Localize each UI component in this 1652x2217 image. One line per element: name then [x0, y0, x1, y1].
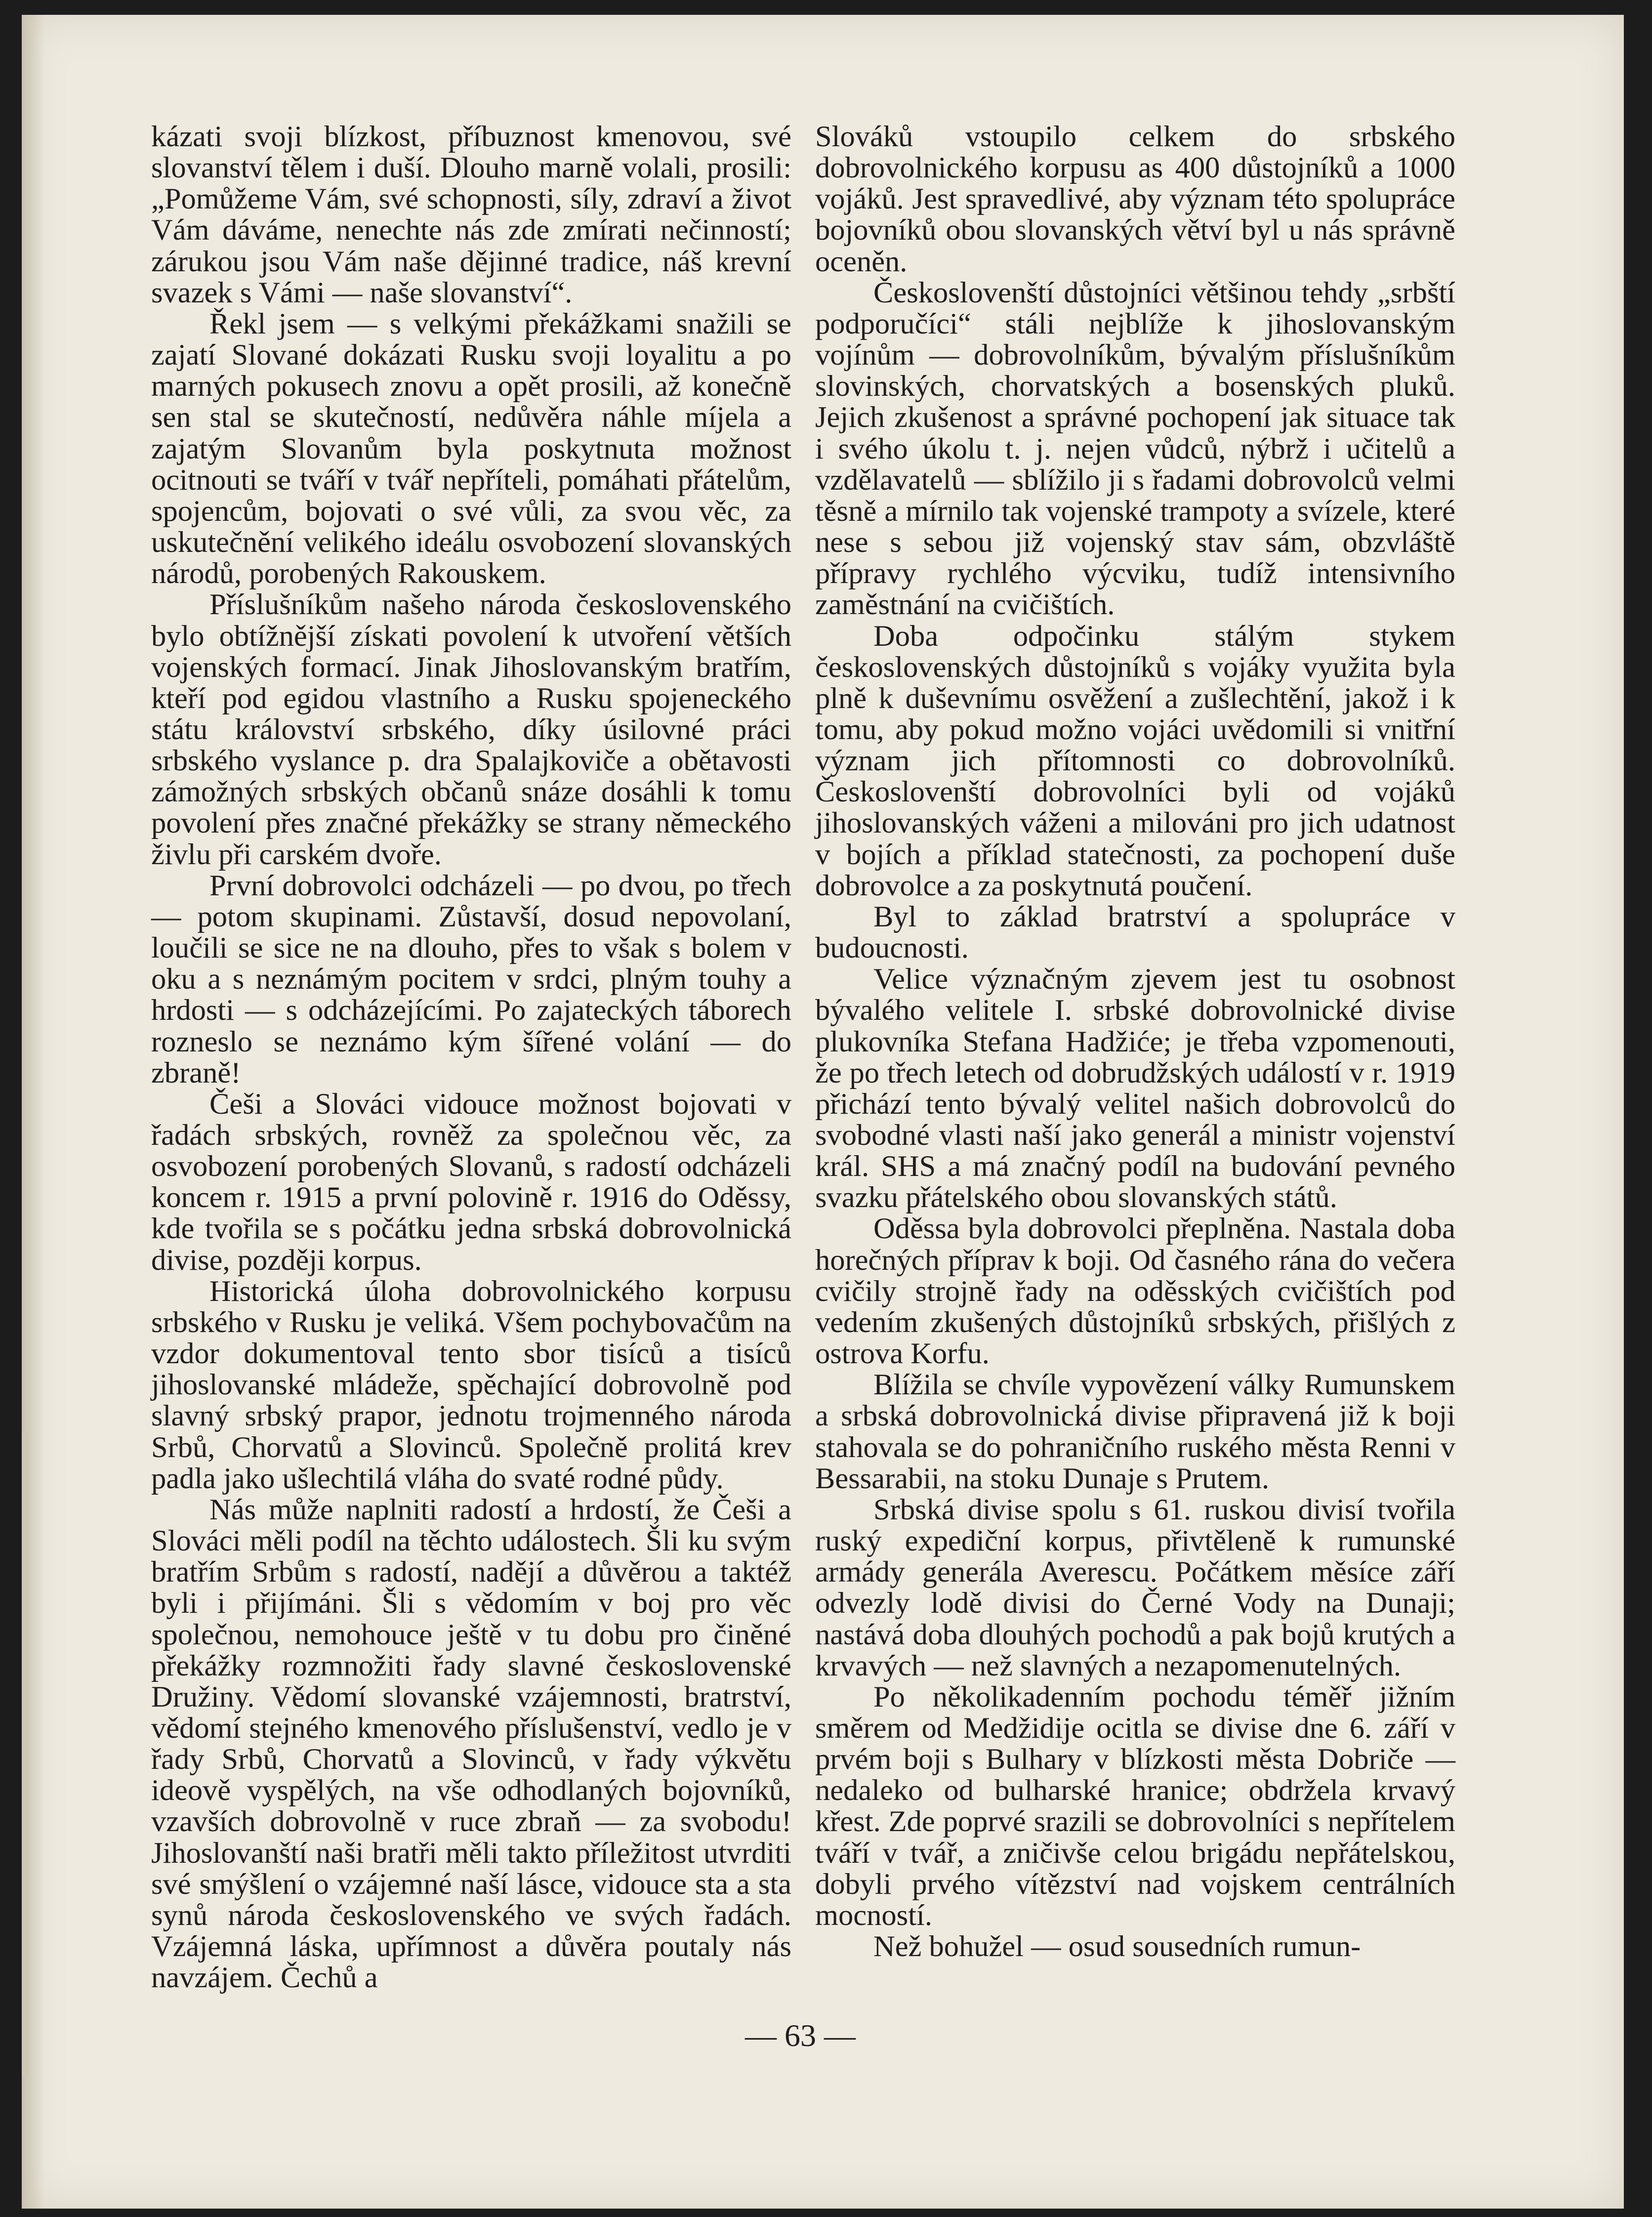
paragraph: Než bohužel — osud sousedních rumun-: [873, 1930, 1361, 1964]
paragraph: Doba odpočinku stálým stykem československých důstojníků s vojáky využita byla plně k duševnímu osvěžení a zušlechtění, jakož i k tomu, aby pokud možno vojáci uvědomili si vnitřní význam jich přítomnosti co dobrovolníků. Českoslovenští dobrovolníci byli od vojáků jihoslovanských váženi a milováni pro jich udatnost v bojích a příklad statečnosti, za pochopení duše dobrovolce a za poskytnutá poučení.: [815, 619, 1455, 902]
paragraph: Historická úloha dobrovolnického korpusu srbského v Rusku je veliká. Všem pochybovačům na vzdor dokumentoval tento sbor tisíců a tisíců jihoslovanské mládeže, spěchající dobrovolně pod slavný srbský prapor, jednotu trojmenného národa Srbů, Chorvatů a Slovinců. Společně prolitá krev padla jako ušlechtilá vláha do svaté rodné půdy.: [151, 1274, 791, 1495]
paragraph: Byl to základ bratrství a spolupráce v budoucnosti.: [815, 900, 1455, 965]
paragraph: Češi a Slováci vidouce možnost bojovati v řadách srbských, rovněž za společnou věc, za osvobození porobených Slovanů, s radostí odcházeli koncem r. 1915 a první polovině r. 1916 do Oděssy, kde tvořila se s počátku jedna srbská dobrovolnická divise, později korpus.: [151, 1087, 791, 1277]
paragraph: Velice význačným zjevem jest tu osobnost bývalého velitele I. srbské dobrovolnické divise plukovníka Stefana Hadžiće; je třeba vzpomenouti, že po třech letech od dobrudžských událostí v r. 1919 přichází tento bývalý velitel našich dobrovolců do svobodné vlasti naší jako generál a ministr vojenství král. SHS a má značný podíl na budování pevného svazku přátelského obou slovanských států.: [815, 962, 1455, 1214]
paragraph: Příslušníkům našeho národa československého bylo obtížnější získati povolení k utvoření větších vojenských formací. Jinak Jihoslovanským bratřím, kteří pod egidou vlastního a Rusku spojeneckého státu království srbského, díky úsilovné práci srbského vyslance p. dra Spalajkoviče a obětavosti zámožných srbských občanů snáze dosáhli k tomu povolení přes značné překážky se strany německého živlu při carském dvoře.: [151, 588, 791, 871]
right-text-column: [815, 121, 1455, 1962]
paragraph: Po několikadenním pochodu téměř jižním směrem od Medžidije ocitla se divise dne 6. září v prvém boji s Bulhary v blízkosti města Dobriče — nedaleko od bulharské hranice; obdržela krvavý křest. Zde poprvé srazili se dobrovolníci s nepřítelem tváří v tvář, a zničivše celou brigádu nepřátelskou, dobyli prvého vítězství nad vojskem centrálních mocností.: [815, 1680, 1455, 1932]
paragraph: kázati svoji blízkost, příbuznost kmenovou, své slovanství tělem i duší. Dlouho marně volali, prosili: „Pomůžeme Vám, své schopnosti, síly, zdraví a život Vám dáváme, nenechte nás zde zmírati nečinností; zárukou jsou Vám naše dějinné tradice, náš krevní svazek s Vámi — naše slovanství“.: [151, 120, 791, 309]
paragraph: Nás může naplniti radostí a hrdostí, že Češi a Slováci měli podíl na těchto událostech. Šli ku svým bratřím Srbům s radostí, nadějí a důvěrou a taktéž byli i přijímáni. Šli s vědomím v boj pro věc společnou, nemohouce ještě v tu dobu pro činěné překážky rozmnožiti řady slavné československé Družiny. Vědomí slovanské vzájemnosti, bratrství, vědomí stejného kmenového příslušenství, vedlo je v řady Srbů, Chorvatů a Slovinců, v řady výkvětu ideově vyspělých, na vše odhodlaných bojovníků, vzavších dobrovolně v ruce zbraň — za svobodu! Jihoslovanští naši bratři měli takto příležitost utvrditi své smýšlení o vzájemné naší lásce, vidouce sta a sta synů národa československého ve svých řadách. Vzájemná láska, upřímnost a důvěra poutaly nás navzájem. Čechů a: [151, 1493, 791, 1995]
page-edge: [22, 1433, 29, 2075]
page-number: — 63 —: [745, 2018, 856, 2053]
paragraph: Řekl jsem — s velkými překážkami snažili se zajatí Slované dokázati Rusku svoji loyalitu a po marných pokusech znovu a opět prosili, až konečně sen stal se skutečností, nedůvěra náhle míjela a zajatým Slovanům byla poskytnuta možnost ocitnouti se tváří v tvář nepříteli, pomáhati přátelům, spojencům, bojovati o své vůli, za svou věc, za uskutečnění velikého ideálu osvobození slovanských národů, porobených Rakouskem.: [151, 307, 791, 590]
paragraph: Blížila se chvíle vypovězení války Rumunskem a srbská dobrovolnická divise připravená již k boji stahovala se do pohraničního ruského města Renni v Bessarabii, na stoku Dunaje s Prutem.: [815, 1368, 1455, 1495]
paragraph: Srbská divise spolu s 61. ruskou divisí tvořila ruský expediční korpus, přivtěleně k rumunské armády generála Averescu. Počátkem měsíce září odvezly lodě divisi do Černé Vody na Dunaji; nastává doba dlouhých pochodů a pak bojů krutých a krvavých — než slavných a nezapomenutelných.: [815, 1493, 1455, 1682]
paragraph: Slováků vstoupilo celkem do srbského dobrovolnického korpusu as 400 důstojníků a 1000 vojáků. Jest spravedlivé, aby význam této spolupráce bojovníků obou slovanských větví byl u nás správně oceněn.: [815, 120, 1455, 278]
left-text-column: [151, 121, 791, 1993]
paragraph: Českoslovenští důstojníci většinou tehdy „srbští podporučíci“ stáli nejblíže k jihoslovanským vojínům — dobrovolníkům, bývalým příslušníkům slovinských, chorvatských a bosenských pluků. Jejich zkušenost a správné pochopení jak situace tak i svého úkolu t. j. nejen vůdců, nýbrž i učitelů a vzdělavatelů — sblížilo ji s řadami dobrovolců velmi těsně a mírnilo tak vojenské trampoty a svízele, které nese s sebou již vojenský stav sám, obzvláště přípravy rychlého výcviku, tudíž intensivního zaměstnání na cvičištích.: [815, 276, 1455, 622]
paragraph: První dobrovolci odcházeli — po dvou, po třech — potom skupinami. Zůstavší, dosud nepovolaní, loučili se sice ne na dlouho, přes to však s bolem v oku a s neznámým pocitem v srdci, plným touhy a hrdosti — s odcházejícími. Po zajateckých táborech rozneslo se neznámo kým šířené volání — do zbraně!: [151, 869, 791, 1089]
paragraph: Oděssa byla dobrovolci přeplněna. Nastala doba horečných příprav k boji. Od časného rána do večera cvičily strojně řady na oděsských cvičištích pod vedením zkušených důstojníků srbských, přišlých z ostrova Korfu.: [815, 1212, 1455, 1371]
